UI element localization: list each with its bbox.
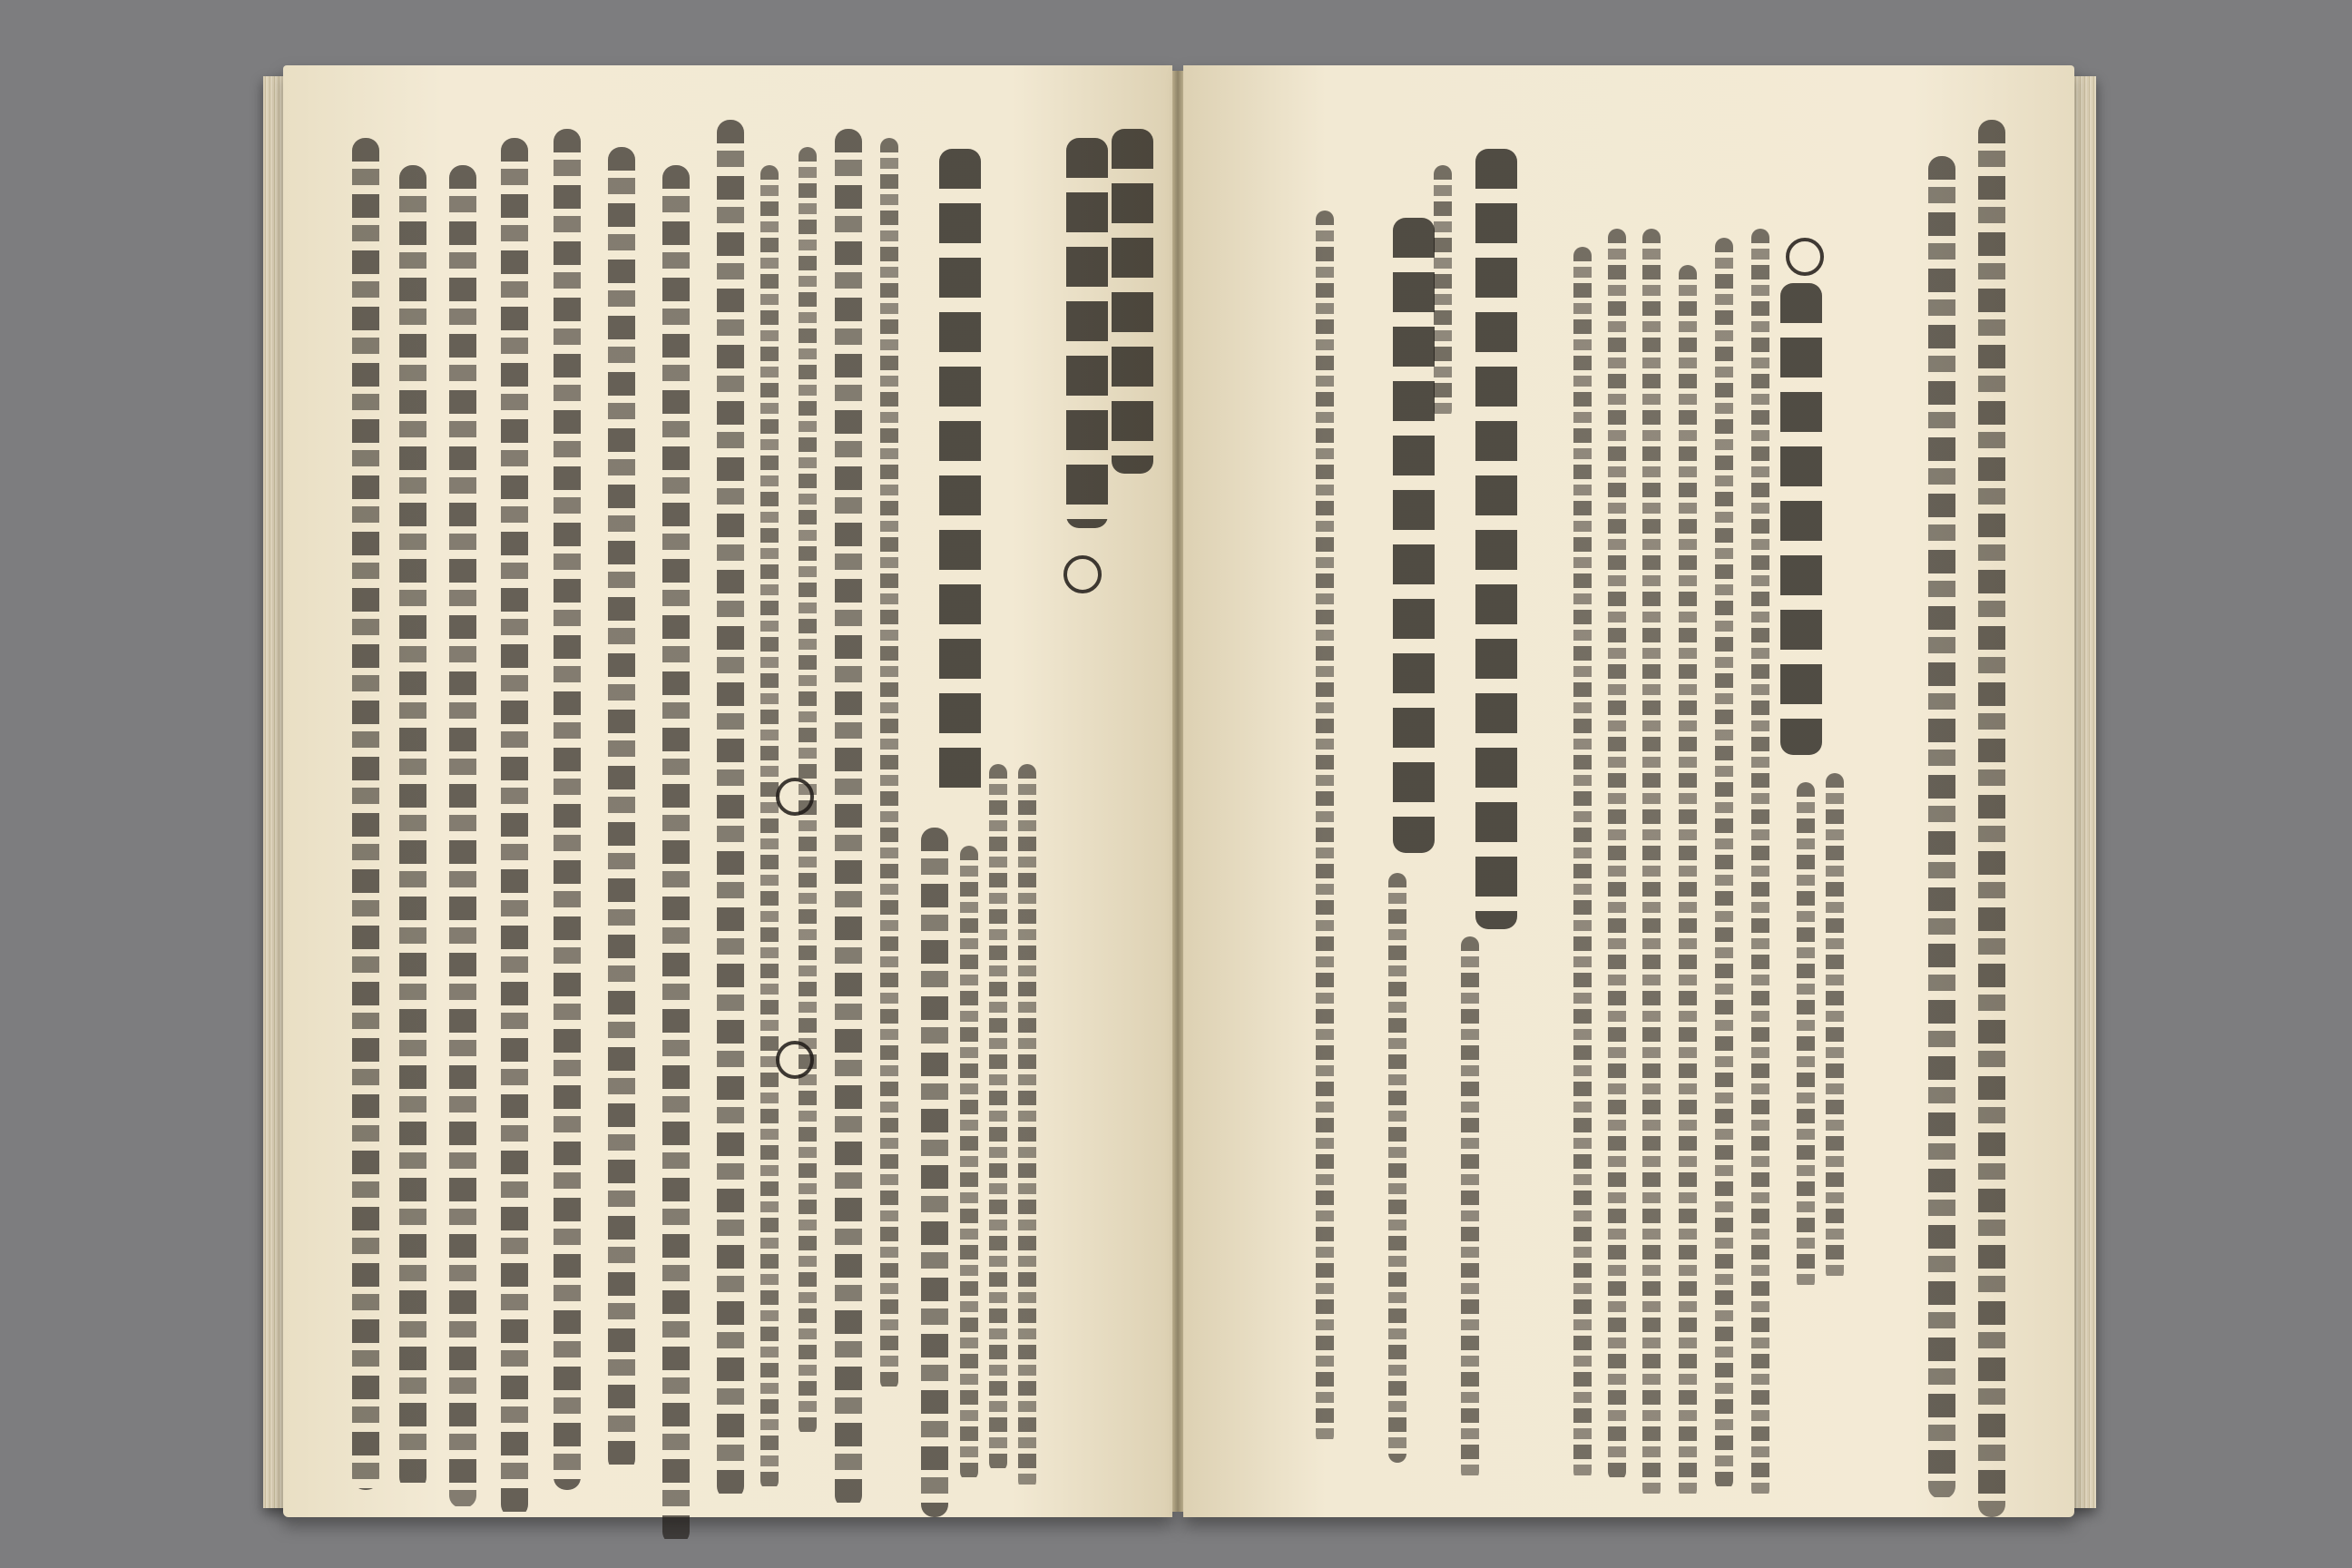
manuscript-column [1608, 229, 1626, 1481]
manuscript-column [1461, 936, 1479, 1481]
manuscript-column [760, 165, 779, 1490]
manuscript-column [662, 165, 690, 1544]
manuscript-column [1826, 773, 1844, 1281]
manuscript-column [880, 138, 898, 1390]
manuscript-column [1316, 211, 1334, 1445]
manuscript-column [1642, 229, 1661, 1499]
circled-mark-icon [776, 778, 814, 816]
left-page-heading-column [1112, 129, 1153, 474]
manuscript-column [921, 828, 948, 1517]
right-page-heading-column [1780, 283, 1822, 755]
manuscript-column [1434, 165, 1452, 419]
book-gutter [1172, 71, 1183, 1512]
manuscript-column [399, 165, 426, 1490]
manuscript-column [501, 138, 528, 1517]
circled-mark-icon [776, 1041, 814, 1079]
left-page-heading-column [939, 149, 981, 802]
manuscript-column [1679, 265, 1697, 1499]
right-page-heading-column [1393, 218, 1435, 853]
manuscript-column [352, 138, 379, 1490]
manuscript-column [608, 147, 635, 1472]
manuscript-column [554, 129, 581, 1490]
circled-mark-icon [1786, 238, 1824, 276]
manuscript-column [989, 764, 1007, 1472]
manuscript-column [1978, 120, 2005, 1517]
manuscript-column [717, 120, 744, 1499]
manuscript-column [1715, 238, 1733, 1490]
manuscript-column [1751, 229, 1769, 1499]
manuscript-column [1797, 782, 1815, 1290]
left-page-heading-column [1066, 138, 1108, 528]
manuscript-column [1388, 873, 1406, 1463]
manuscript-column [449, 165, 476, 1508]
manuscript-column [960, 846, 978, 1481]
manuscript-column [835, 129, 862, 1508]
manuscript-column [1018, 764, 1036, 1490]
circled-mark-icon [1063, 555, 1102, 593]
right-page-heading-column [1475, 149, 1517, 929]
manuscript-column [1928, 156, 1955, 1499]
manuscript-column [1573, 247, 1592, 1481]
open-book [263, 65, 2096, 1517]
